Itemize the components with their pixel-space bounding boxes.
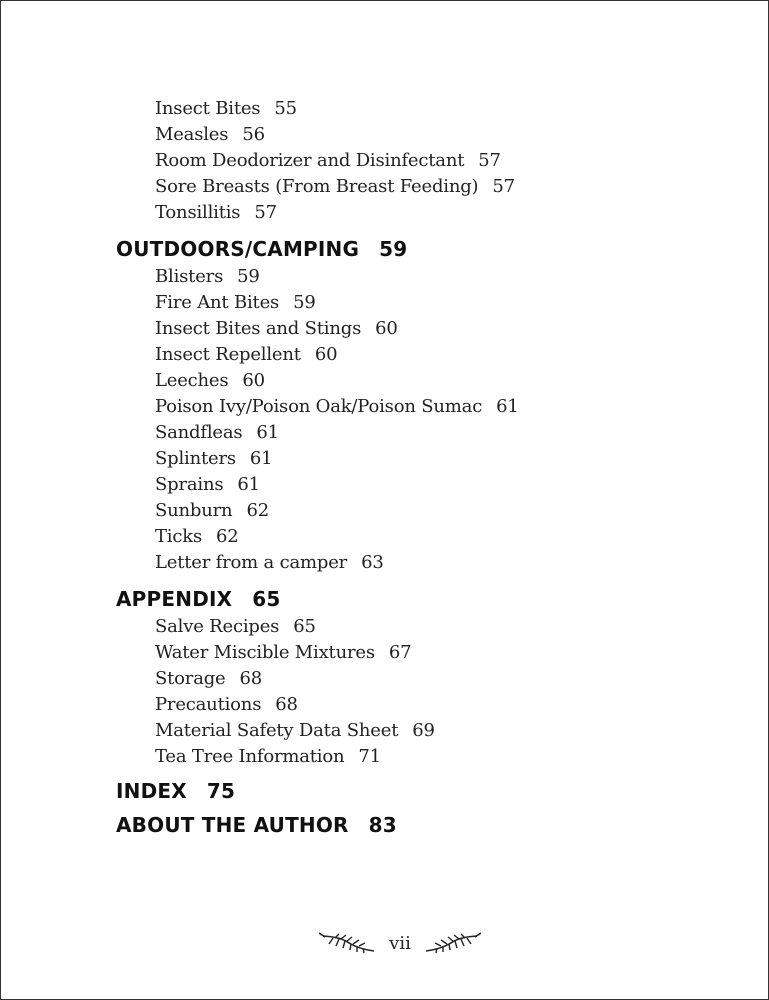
toc-entry-page: 61 (237, 474, 260, 495)
section-page: 83 (368, 813, 397, 837)
toc-entry-page: 71 (358, 746, 381, 767)
toc-entry-title: Poison Ivy/Poison Oak/Poison Sumac (155, 396, 483, 417)
toc-entry (155, 148, 501, 174)
toc-entry-page: 62 (246, 500, 269, 521)
toc-entry (155, 744, 381, 770)
toc-entry-title: Measles (155, 124, 229, 145)
toc-entry-page: 61 (496, 396, 519, 417)
toc-entry-title: Water Miscible Mixtures (155, 642, 375, 663)
toc-entry-page: 55 (274, 98, 297, 119)
toc-entry-page: 60 (242, 370, 265, 391)
toc-entry (155, 342, 337, 368)
toc-entry-page: 59 (237, 266, 260, 287)
toc-section-about (116, 810, 397, 840)
toc-entry-page: 60 (375, 318, 398, 339)
section-title: APPENDIX (116, 587, 233, 611)
toc-entry-page: 67 (388, 642, 412, 663)
toc-entry-title: Fire Ant Bites (155, 292, 280, 313)
section-title: INDEX (116, 779, 187, 803)
toc-entry-title: Precautions (155, 694, 262, 715)
toc-entry (155, 498, 269, 524)
section-title: OUTDOORS/CAMPING (116, 237, 360, 261)
page-number: vii (389, 933, 411, 954)
toc-entry (155, 174, 515, 200)
toc-entry (155, 524, 239, 550)
toc-entry (155, 122, 265, 148)
toc-entry (155, 666, 262, 692)
toc-entry-title: Storage (155, 668, 226, 689)
toc-entry-page: 57 (254, 202, 277, 223)
toc-entry (155, 718, 435, 744)
toc-entry (155, 96, 297, 122)
toc-entry (155, 614, 316, 640)
toc-entry (155, 264, 260, 290)
toc-entry (155, 692, 298, 718)
toc-entry-title: Salve Recipes (155, 616, 280, 637)
toc-entry-page: 65 (293, 616, 316, 637)
section-page: 65 (252, 587, 281, 611)
toc-entry-title: Sore Breasts (From Breast Feeding) (155, 176, 479, 197)
leaf-right-icon (423, 931, 481, 957)
toc-entry-page: 59 (293, 292, 316, 313)
section-page: 75 (206, 779, 236, 803)
toc-entry (155, 368, 265, 394)
toc-section-appendix (116, 584, 281, 614)
toc-entry (155, 472, 260, 498)
toc-entry-title: Room Deodorizer and Disinfectant (155, 150, 465, 171)
toc-entry (155, 640, 411, 666)
toc-entry-page: 61 (249, 448, 273, 469)
toc-entry (155, 290, 316, 316)
toc-entry-title: Insect Repellent (155, 344, 301, 365)
toc-entry-page: 56 (242, 124, 265, 145)
toc-entry-title: Tea Tree Information (155, 746, 345, 767)
toc-entry-page: 68 (275, 694, 298, 715)
toc-entry-title: Tonsillitis (155, 202, 241, 223)
toc-entry-page: 63 (361, 552, 384, 573)
leaf-left-icon (319, 931, 377, 957)
toc-entry-page: 57 (492, 176, 515, 197)
toc-entry-page: 61 (256, 422, 279, 443)
toc-entry-title: Sandfleas (155, 422, 243, 443)
toc-entry-title: Splinters (155, 448, 236, 469)
toc-entry (155, 446, 272, 472)
toc-entry-title: Sunburn (155, 500, 233, 521)
toc-entry-title: Material Safety Data Sheet (155, 720, 399, 741)
section-page: 59 (379, 237, 408, 261)
toc-section-outdoors (116, 234, 407, 264)
toc-entry-page: 62 (216, 526, 239, 547)
toc-entry (155, 420, 279, 446)
section-title: ABOUT THE AUTHOR (116, 813, 349, 837)
toc-entry-title: Insect Bites (155, 98, 261, 119)
toc-entry-title: Sprains (155, 474, 224, 495)
toc-entry (155, 550, 384, 576)
toc-entry-title: Ticks (155, 526, 202, 547)
toc-entry (155, 394, 519, 420)
toc-entry-page: 69 (412, 720, 435, 741)
toc-entry-page: 57 (478, 150, 501, 171)
toc-entry-page: 68 (239, 668, 263, 689)
toc-entry (155, 200, 277, 226)
toc-entry-title: Blisters (155, 266, 224, 287)
toc-section-index (116, 776, 235, 806)
toc-entry-title: Insect Bites and Stings (155, 318, 362, 339)
toc-entry-title: Leeches (155, 370, 229, 391)
toc-entry-page: 60 (314, 344, 338, 365)
toc-entry (155, 316, 398, 342)
page-footer (1, 927, 768, 963)
toc-entry-title: Letter from a camper (155, 552, 348, 573)
